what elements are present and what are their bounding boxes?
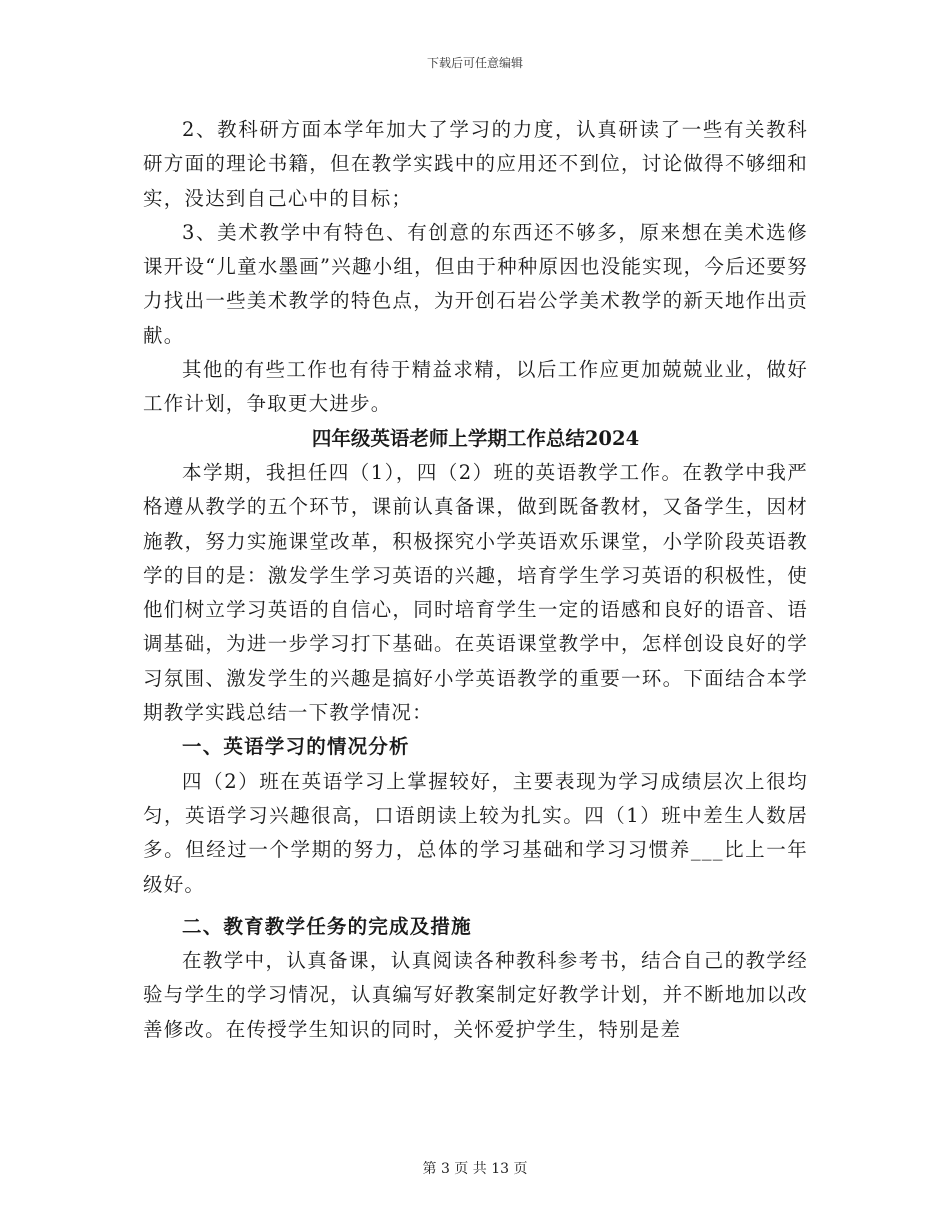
paragraph-other-work: 其他的有些工作也有待于精益求精，以后工作应更加兢兢业业，做好工作计划，争取更大进步。 [143,358,808,416]
paragraph-analysis: 四（2）班在英语学习上掌握较好，主要表现为学习成绩层次上很均匀，英语学习兴趣很高，口语朗读上较为扎实。四（1）班中差生人数居多。但经过一个学期的努力，总体的学习基础和学习习惯养___比上一年级好。 [143,769,808,896]
paragraph-intro: 本学期，我担任四（1），四（2）班的英语教学工作。在教学中我严格遵从教学的五个环节，课前认真备课，做到既备教材，又备学生，因材施教，努力实施课堂改革，积极探究小学英语欢乐课堂，小学阶段英语教学的目的是：激发学生学习英语的兴趣，培育学生学习英语的积极性，使他们树立学习英语的自信心，同时培育学生一定的语感和良好的语音、语调基础，为进一步学习打下基础。在英语课堂教学中，怎样创设良好的学习氛围、激发学生的兴趣是搞好小学英语教学的重要一环。下面结合本学期教学实践总结一下教学情况： [143,460,808,725]
document-title: 四年级英语老师上学期工作总结2024 [311,426,640,450]
document-body [143,113,808,1047]
page-number: 第 3 页 共 13 页 [422,1161,528,1177]
paragraph-art-teaching: 3、美术教学中有特色、有创意的东西还不够多，原来想在美术选修课开设“儿童水墨画”兴趣小组，但由于种种原因也没能实现，今后还要努力找出一些美术教学的特色点，为开创石岩公学美术教学的新天地作出贡献。 [143,220,808,347]
section-heading-analysis: 一、英语学习的情况分析 [182,735,410,759]
page-header-note: 下载后可任意编辑 [426,56,523,70]
paragraph-tasks: 在教学中，认真备课，认真阅读各种教科参考书，结合自己的教学经验与学生的学习情况，认真编写好教案制定好教学计划，并不断地加以改善修改。在传授学生知识的同时，关怀爱护学生，特别是差 [143,949,808,1041]
section-heading-tasks: 二、教育教学任务的完成及措施 [182,914,472,938]
paragraph-research: 2、教科研方面本学年加大了学习的力度，认真研读了一些有关教科研方面的理论书籍，但在教学实践中的应用还不到位，讨论做得不够细和实，没达到自己心中的目标； [143,118,808,210]
